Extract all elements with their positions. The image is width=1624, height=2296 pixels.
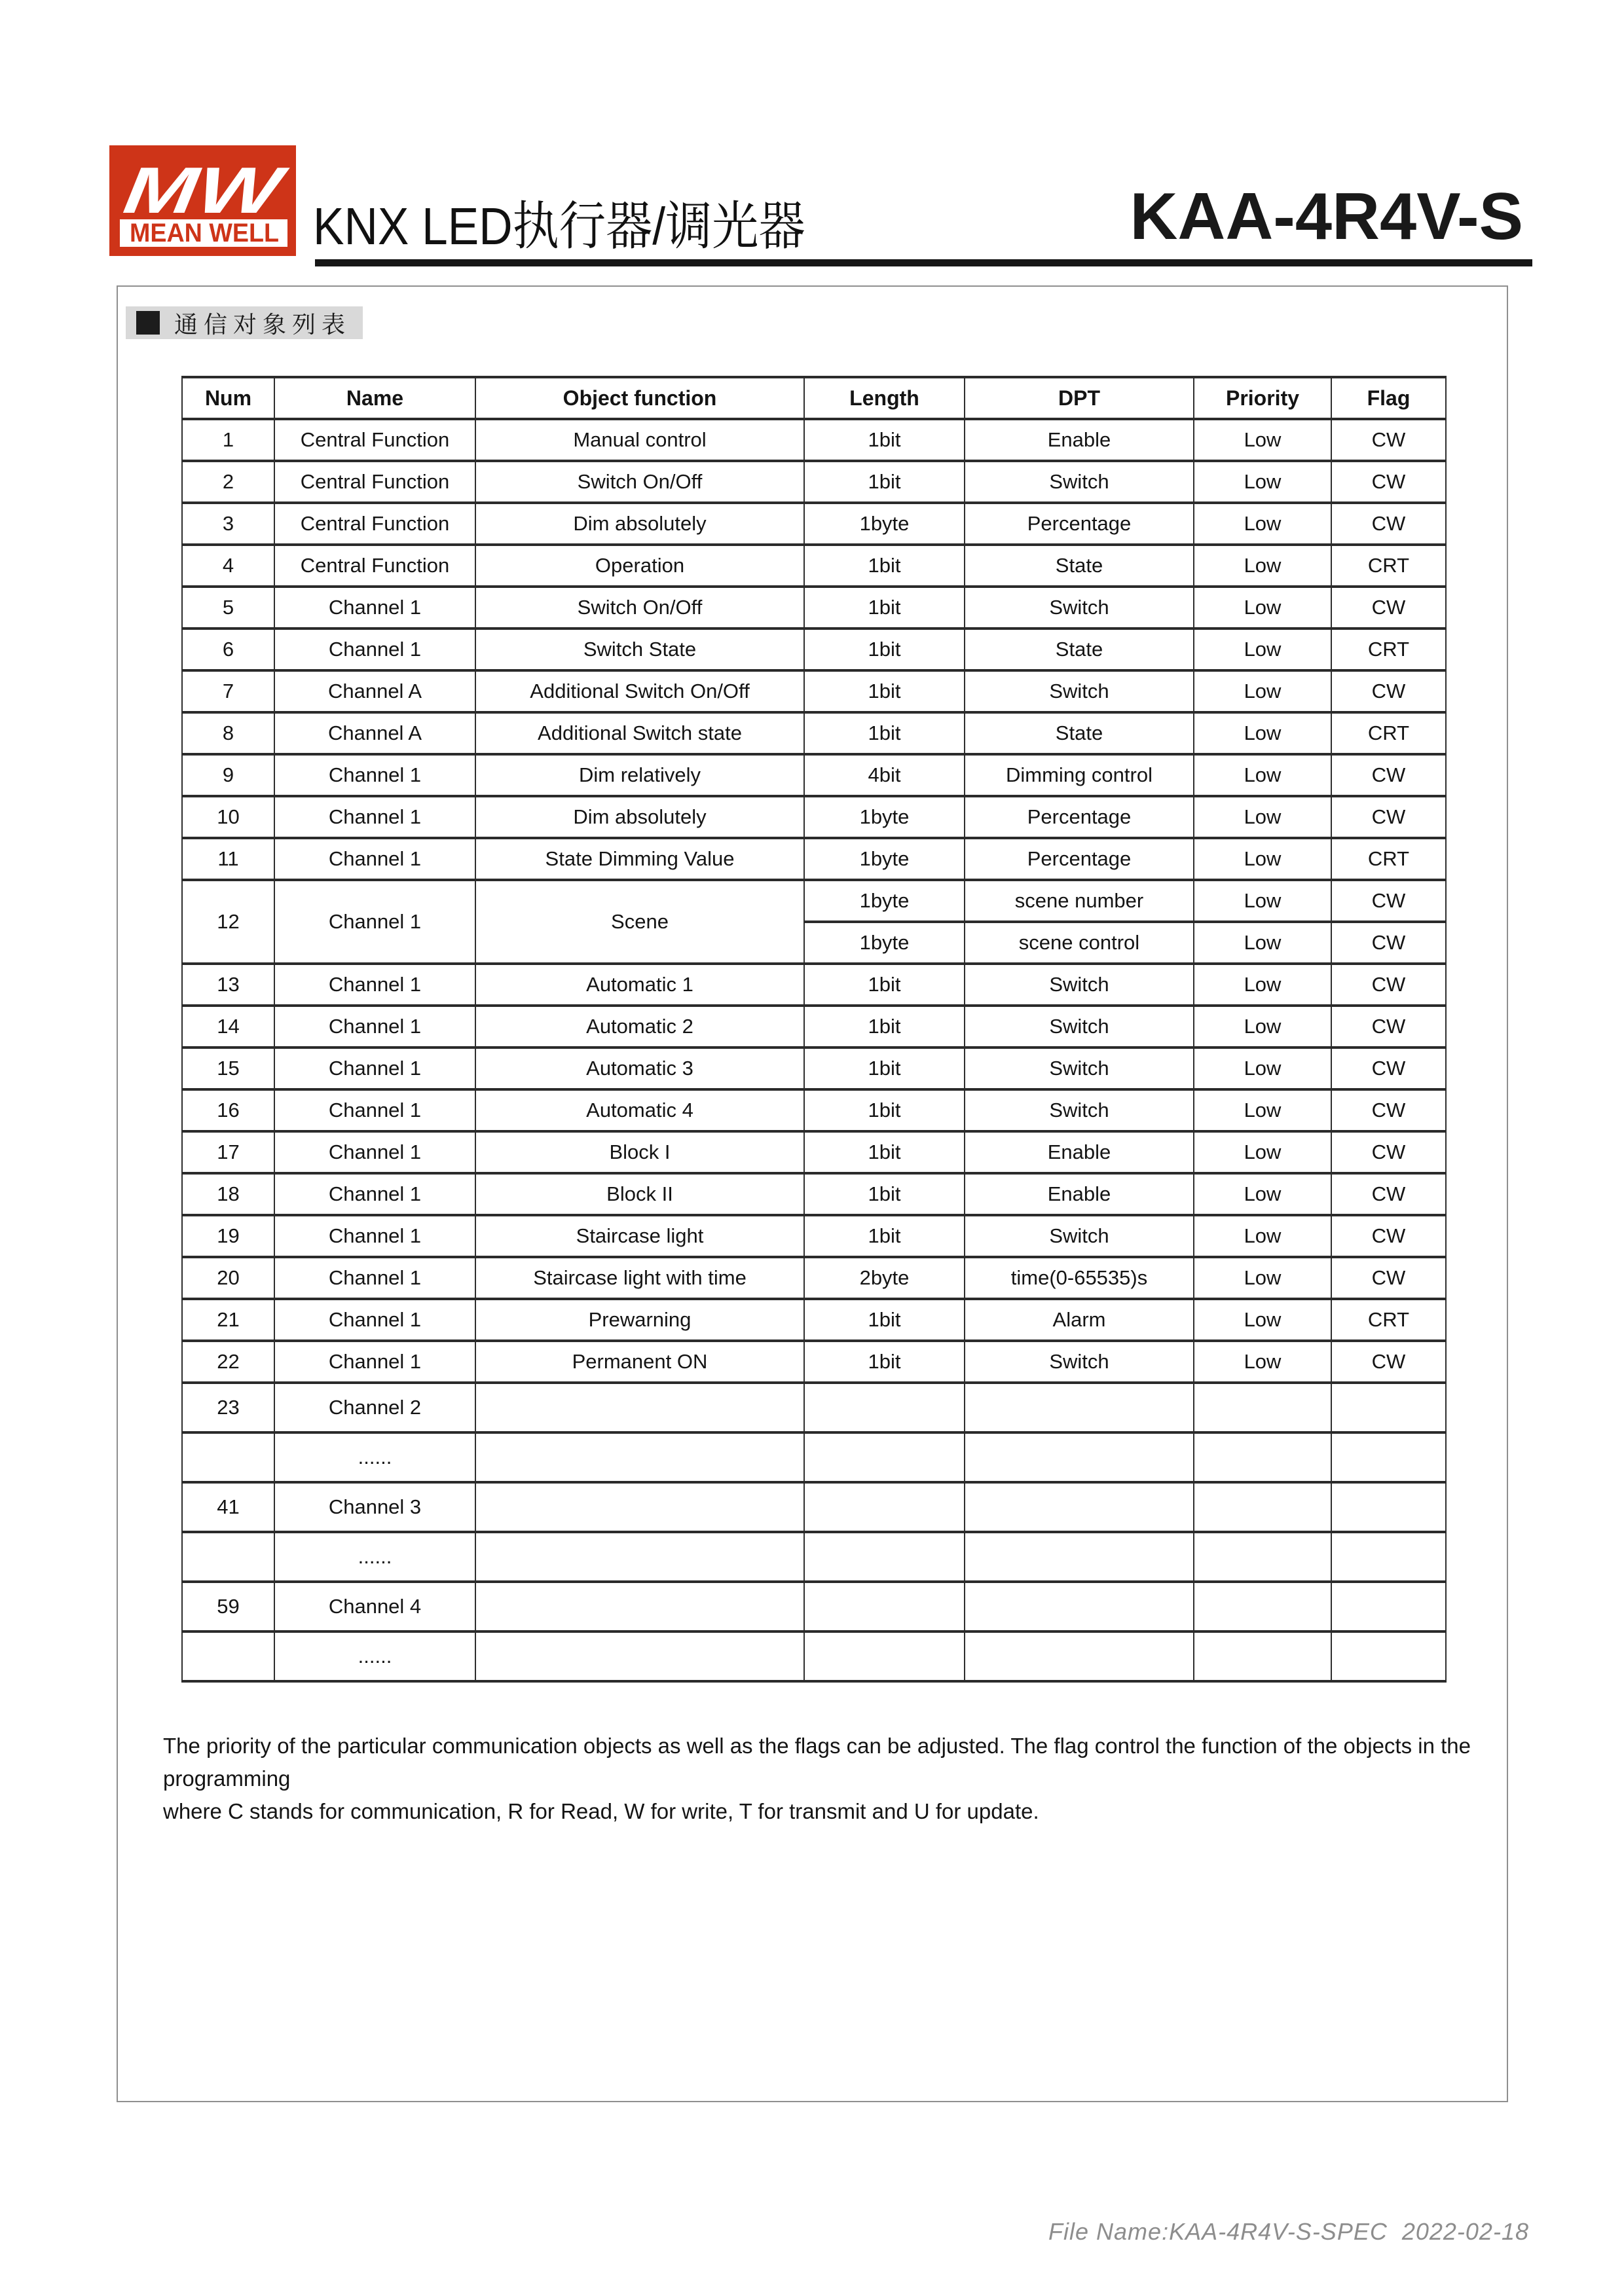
- column-header: Name: [274, 377, 475, 419]
- table-row: [182, 1631, 1446, 1681]
- table-row: [182, 1131, 1446, 1173]
- table-row: [182, 1432, 1446, 1482]
- cell-priority: Low: [1194, 629, 1331, 670]
- cell-function: Dim relatively: [475, 754, 804, 796]
- cell-priority: [1194, 1582, 1331, 1631]
- cell-function: [475, 1432, 804, 1482]
- table-row: [182, 1006, 1446, 1048]
- cell-flag: CW: [1331, 880, 1446, 922]
- table-row: [182, 1215, 1446, 1257]
- table-row: [182, 545, 1446, 587]
- column-header: Length: [804, 377, 965, 419]
- cell-flag: [1331, 1482, 1446, 1532]
- table-row: [182, 1089, 1446, 1131]
- cell-function: [475, 1631, 804, 1681]
- cell-dpt: Dimming control: [965, 754, 1194, 796]
- cell-dpt: scene control: [965, 922, 1194, 964]
- cell-num: 6: [182, 629, 274, 670]
- column-header: Priority: [1194, 377, 1331, 419]
- column-header: DPT: [965, 377, 1194, 419]
- cell-flag: CW: [1331, 1006, 1446, 1048]
- cell-priority: Low: [1194, 796, 1331, 838]
- cell-num: 5: [182, 587, 274, 629]
- cell-flag: CW: [1331, 964, 1446, 1006]
- cell-flag: CRT: [1331, 1299, 1446, 1341]
- cell-num: 9: [182, 754, 274, 796]
- column-header: Flag: [1331, 377, 1446, 419]
- table-row: [182, 712, 1446, 754]
- cell-dpt: Switch: [965, 670, 1194, 712]
- cell-length: 1bit: [804, 1048, 965, 1089]
- cell-name: Channel 4: [274, 1582, 475, 1631]
- cell-length: 1bit: [804, 1341, 965, 1383]
- mean-well-logo: [109, 145, 296, 256]
- table-row: [182, 461, 1446, 503]
- cell-num: 20: [182, 1257, 274, 1299]
- cell-function: Switch On/Off: [475, 461, 804, 503]
- table-row: [182, 1482, 1446, 1532]
- cell-length: 2byte: [804, 1257, 965, 1299]
- cell-num: 3: [182, 503, 274, 545]
- cell-function: State Dimming Value: [475, 838, 804, 880]
- cell-name: Channel 1: [274, 1215, 475, 1257]
- cell-flag: CRT: [1331, 545, 1446, 587]
- column-header: Object function: [475, 377, 804, 419]
- cell-priority: Low: [1194, 754, 1331, 796]
- cell-priority: Low: [1194, 1215, 1331, 1257]
- cell-name: Central Function: [274, 545, 475, 587]
- cell-priority: Low: [1194, 670, 1331, 712]
- cell-priority: Low: [1194, 922, 1331, 964]
- cell-name: Central Function: [274, 419, 475, 461]
- cell-num: 16: [182, 1089, 274, 1131]
- cell-length: [804, 1631, 965, 1681]
- cell-num: 13: [182, 964, 274, 1006]
- cell-length: [804, 1432, 965, 1482]
- table-row: [182, 754, 1446, 796]
- note-text: [163, 1730, 1479, 1828]
- cell-length: 1bit: [804, 1006, 965, 1048]
- table-row: [182, 503, 1446, 545]
- cell-length: 1bit: [804, 461, 965, 503]
- cell-name: Channel 1: [274, 1006, 475, 1048]
- cell-num: 4: [182, 545, 274, 587]
- cell-name: Channel 1: [274, 754, 475, 796]
- cell-function: Dim absolutely: [475, 796, 804, 838]
- cell-flag: CW: [1331, 503, 1446, 545]
- cell-priority: Low: [1194, 587, 1331, 629]
- table-row: [182, 1257, 1446, 1299]
- cell-priority: Low: [1194, 1089, 1331, 1131]
- cell-dpt: Switch: [965, 1089, 1194, 1131]
- cell-num: 2: [182, 461, 274, 503]
- cell-length: 4bit: [804, 754, 965, 796]
- product-title: KNX LED执行器/调光器: [313, 197, 805, 255]
- cell-flag: CW: [1331, 1215, 1446, 1257]
- cell-priority: Low: [1194, 1131, 1331, 1173]
- cell-function: [475, 1482, 804, 1532]
- content-box: [117, 285, 1508, 2102]
- cell-priority: Low: [1194, 545, 1331, 587]
- cell-num: 11: [182, 838, 274, 880]
- cell-flag: CW: [1331, 922, 1446, 964]
- cell-num: 7: [182, 670, 274, 712]
- cell-length: 1bit: [804, 587, 965, 629]
- cell-name: Channel 1: [274, 1341, 475, 1383]
- cell-dpt: [965, 1631, 1194, 1681]
- cell-length: 1byte: [804, 838, 965, 880]
- cell-name: Channel 1: [274, 880, 475, 964]
- cell-num: 1: [182, 419, 274, 461]
- cell-num: 10: [182, 796, 274, 838]
- cell-function: Automatic 2: [475, 1006, 804, 1048]
- table-row: [182, 796, 1446, 838]
- cell-function: [475, 1582, 804, 1631]
- cell-flag: CW: [1331, 1048, 1446, 1089]
- cell-dpt: Switch: [965, 964, 1194, 1006]
- cell-flag: CW: [1331, 587, 1446, 629]
- cell-length: 1byte: [804, 880, 965, 922]
- cell-function: Staircase light: [475, 1215, 804, 1257]
- cell-dpt: Switch: [965, 1341, 1194, 1383]
- table-row: [182, 1173, 1446, 1215]
- cell-priority: Low: [1194, 1341, 1331, 1383]
- cell-priority: Low: [1194, 1299, 1331, 1341]
- cell-name: Channel 1: [274, 1089, 475, 1131]
- cell-length: 1bit: [804, 670, 965, 712]
- cell-num: 23: [182, 1383, 274, 1432]
- cell-flag: CW: [1331, 1089, 1446, 1131]
- cell-function: [475, 1532, 804, 1582]
- cell-num: 19: [182, 1215, 274, 1257]
- table-row: [182, 880, 1446, 922]
- cell-length: 1bit: [804, 712, 965, 754]
- cell-flag: CW: [1331, 754, 1446, 796]
- cell-length: 1byte: [804, 922, 965, 964]
- cell-num: 12: [182, 880, 274, 964]
- cell-dpt: Switch: [965, 587, 1194, 629]
- cell-flag: [1331, 1631, 1446, 1681]
- cell-name: ......: [274, 1631, 475, 1681]
- cell-num: 22: [182, 1341, 274, 1383]
- cell-flag: CW: [1331, 670, 1446, 712]
- column-header: Num: [182, 377, 274, 419]
- cell-num: [182, 1631, 274, 1681]
- cell-length: 1bit: [804, 1131, 965, 1173]
- cell-function: Additional Switch state: [475, 712, 804, 754]
- cell-dpt: State: [965, 712, 1194, 754]
- cell-dpt: Enable: [965, 1131, 1194, 1173]
- cell-priority: Low: [1194, 461, 1331, 503]
- cell-dpt: Switch: [965, 1006, 1194, 1048]
- cell-function: Operation: [475, 545, 804, 587]
- cell-num: 14: [182, 1006, 274, 1048]
- cell-num: 8: [182, 712, 274, 754]
- cell-name: Channel 1: [274, 1173, 475, 1215]
- cell-length: 1bit: [804, 1215, 965, 1257]
- cell-name: Channel 1: [274, 629, 475, 670]
- cell-function: Automatic 1: [475, 964, 804, 1006]
- cell-num: 15: [182, 1048, 274, 1089]
- section-title: 通信对象列表: [174, 311, 352, 338]
- cell-dpt: Switch: [965, 1215, 1194, 1257]
- cell-flag: CW: [1331, 461, 1446, 503]
- cell-name: Channel 1: [274, 1299, 475, 1341]
- cell-priority: Low: [1194, 1257, 1331, 1299]
- table-header-row: [182, 377, 1446, 419]
- cell-length: 1bit: [804, 419, 965, 461]
- cell-priority: Low: [1194, 712, 1331, 754]
- cell-name: Channel 1: [274, 1257, 475, 1299]
- cell-name: Channel 2: [274, 1383, 475, 1432]
- table-row: [182, 1048, 1446, 1089]
- cell-length: 1bit: [804, 964, 965, 1006]
- note-line-2: where C stands for communication, R for Read, W for write, T for transmit and U for update.: [163, 1799, 1039, 1823]
- cell-priority: [1194, 1532, 1331, 1582]
- cell-dpt: [965, 1432, 1194, 1482]
- cell-dpt: State: [965, 629, 1194, 670]
- cell-flag: CRT: [1331, 838, 1446, 880]
- cell-length: 1byte: [804, 503, 965, 545]
- cell-length: [804, 1482, 965, 1532]
- cell-name: Channel 3: [274, 1482, 475, 1532]
- model-number: KAA-4R4V-S: [1130, 180, 1523, 253]
- cell-dpt: [965, 1532, 1194, 1582]
- table-body: [182, 419, 1446, 1681]
- section-header: [126, 306, 363, 339]
- cell-flag: CRT: [1331, 629, 1446, 670]
- table-row: [182, 1532, 1446, 1582]
- cell-dpt: [965, 1582, 1194, 1631]
- header-rule: [315, 259, 1532, 266]
- cell-dpt: Alarm: [965, 1299, 1194, 1341]
- logo-monogram: MW: [119, 154, 246, 227]
- cell-dpt: Percentage: [965, 503, 1194, 545]
- cell-priority: Low: [1194, 419, 1331, 461]
- cell-flag: [1331, 1582, 1446, 1631]
- cell-num: 41: [182, 1482, 274, 1532]
- table-row: [182, 1582, 1446, 1631]
- cell-priority: Low: [1194, 1173, 1331, 1215]
- cell-dpt: Enable: [965, 419, 1194, 461]
- cell-name: ......: [274, 1532, 475, 1582]
- cell-flag: [1331, 1532, 1446, 1582]
- cell-length: 1bit: [804, 629, 965, 670]
- cell-priority: Low: [1194, 964, 1331, 1006]
- cell-priority: Low: [1194, 1048, 1331, 1089]
- cell-name: ......: [274, 1432, 475, 1482]
- cell-dpt: Percentage: [965, 838, 1194, 880]
- cell-length: [804, 1582, 965, 1631]
- cell-dpt: Switch: [965, 1048, 1194, 1089]
- cell-flag: CW: [1331, 796, 1446, 838]
- cell-dpt: State: [965, 545, 1194, 587]
- table-row: [182, 1341, 1446, 1383]
- cell-function: Staircase light with time: [475, 1257, 804, 1299]
- cell-dpt: Enable: [965, 1173, 1194, 1215]
- cell-priority: [1194, 1383, 1331, 1432]
- cell-priority: Low: [1194, 880, 1331, 922]
- cell-name: Channel 1: [274, 838, 475, 880]
- cell-function: Block I: [475, 1131, 804, 1173]
- cell-function: Permanent ON: [475, 1341, 804, 1383]
- cell-length: [804, 1383, 965, 1432]
- note-line-1: The priority of the particular communication objects as well as the flags can be adjusted. The flag control the function of the objects in the programming: [163, 1734, 1471, 1791]
- table-row: [182, 670, 1446, 712]
- cell-priority: Low: [1194, 1006, 1331, 1048]
- table-row: [182, 629, 1446, 670]
- cell-dpt: scene number: [965, 880, 1194, 922]
- cell-priority: [1194, 1482, 1331, 1532]
- cell-function: Block II: [475, 1173, 804, 1215]
- cell-flag: CW: [1331, 1257, 1446, 1299]
- cell-function: Scene: [475, 880, 804, 964]
- cell-length: 1bit: [804, 1299, 965, 1341]
- cell-function: Prewarning: [475, 1299, 804, 1341]
- cell-length: 1bit: [804, 545, 965, 587]
- cell-flag: [1331, 1432, 1446, 1482]
- table-row: [182, 838, 1446, 880]
- cell-length: 1bit: [804, 1173, 965, 1215]
- cell-function: Dim absolutely: [475, 503, 804, 545]
- file-info: File Name:KAA-4R4V-S-SPEC 2022-02-18: [1048, 2218, 1529, 2245]
- cell-num: 21: [182, 1299, 274, 1341]
- cell-function: Switch State: [475, 629, 804, 670]
- cell-name: Channel A: [274, 670, 475, 712]
- cell-name: Channel 1: [274, 1048, 475, 1089]
- cell-function: Automatic 4: [475, 1089, 804, 1131]
- cell-function: Additional Switch On/Off: [475, 670, 804, 712]
- cell-priority: [1194, 1631, 1331, 1681]
- cell-dpt: Switch: [965, 461, 1194, 503]
- cell-num: 17: [182, 1131, 274, 1173]
- cell-function: Manual control: [475, 419, 804, 461]
- cell-dpt: [965, 1482, 1194, 1532]
- cell-function: Automatic 3: [475, 1048, 804, 1089]
- table-row: [182, 587, 1446, 629]
- cell-name: Central Function: [274, 461, 475, 503]
- cell-flag: [1331, 1383, 1446, 1432]
- cell-num: [182, 1532, 274, 1582]
- cell-flag: CW: [1331, 419, 1446, 461]
- cell-flag: CW: [1331, 1341, 1446, 1383]
- table-row: [182, 964, 1446, 1006]
- logo-brand-text: MEAN WELL: [130, 219, 279, 247]
- section-bullet-icon: [136, 311, 160, 335]
- table-row: [182, 1383, 1446, 1432]
- cell-num: [182, 1432, 274, 1482]
- cell-num: 59: [182, 1582, 274, 1631]
- cell-name: Channel A: [274, 712, 475, 754]
- cell-flag: CW: [1331, 1173, 1446, 1215]
- comm-objects-table: [181, 376, 1447, 1683]
- cell-flag: CW: [1331, 1131, 1446, 1173]
- cell-name: Channel 1: [274, 1131, 475, 1173]
- cell-name: Channel 1: [274, 587, 475, 629]
- cell-name: Central Function: [274, 503, 475, 545]
- cell-dpt: [965, 1383, 1194, 1432]
- table-row: [182, 1299, 1446, 1341]
- cell-dpt: time(0-65535)s: [965, 1257, 1194, 1299]
- cell-function: [475, 1383, 804, 1432]
- cell-length: 1byte: [804, 796, 965, 838]
- cell-flag: CRT: [1331, 712, 1446, 754]
- cell-priority: [1194, 1432, 1331, 1482]
- cell-function: Switch On/Off: [475, 587, 804, 629]
- cell-name: Channel 1: [274, 964, 475, 1006]
- cell-num: 18: [182, 1173, 274, 1215]
- cell-priority: Low: [1194, 503, 1331, 545]
- cell-length: 1bit: [804, 1089, 965, 1131]
- cell-dpt: Percentage: [965, 796, 1194, 838]
- cell-name: Channel 1: [274, 796, 475, 838]
- cell-priority: Low: [1194, 838, 1331, 880]
- cell-length: [804, 1532, 965, 1582]
- table-row: [182, 419, 1446, 461]
